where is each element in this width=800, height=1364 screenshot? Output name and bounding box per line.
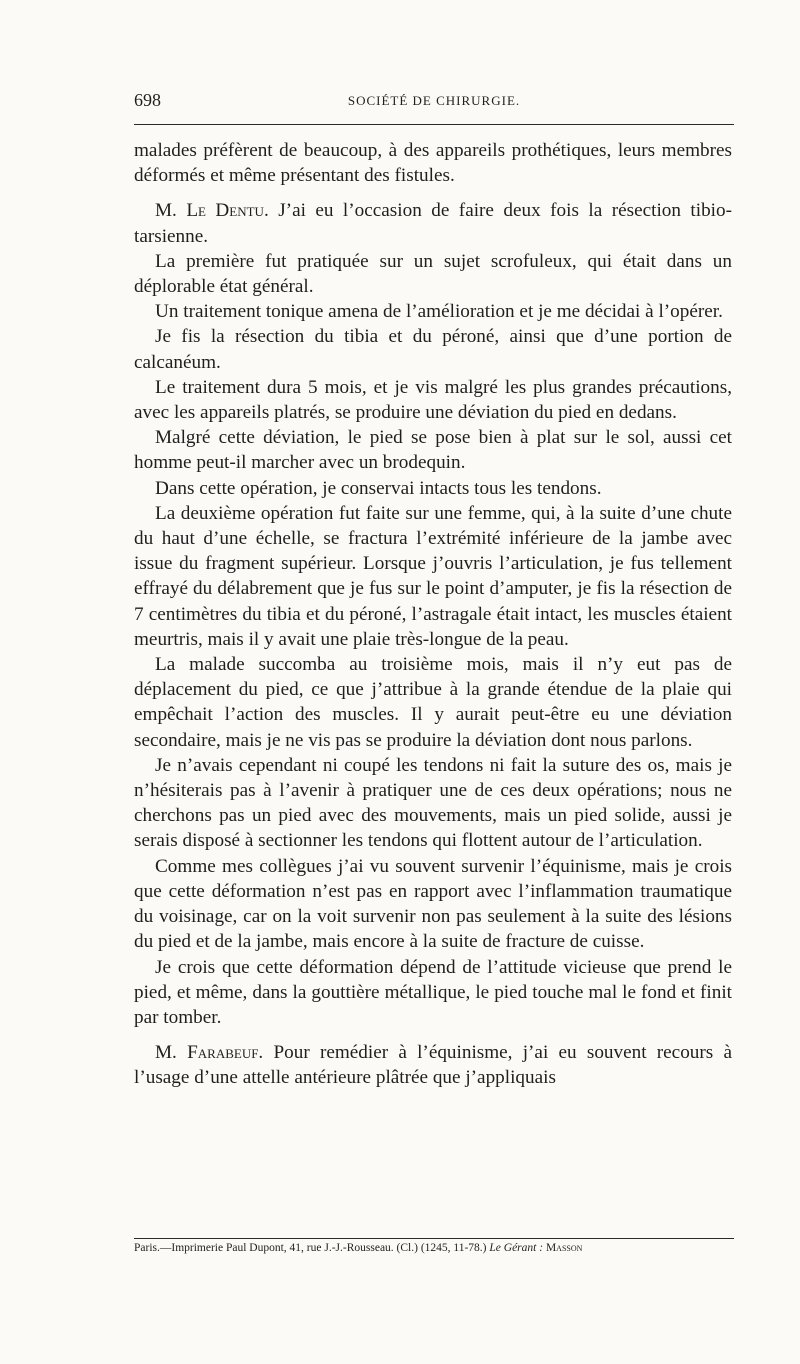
- header-rule: [134, 124, 734, 125]
- running-title: SOCIÉTÉ DE CHIRURGIE.: [347, 93, 521, 108]
- paragraph-text: Je crois que cette déformation dépend de l’attitude vicieuse que prend le pied, et même, dans la gouttière métallique, le pied touche mal le fond et finit par tomber.: [134, 956, 732, 1028]
- paragraph-text: Dans cette opération, je conservai intacts tous les tendons.: [155, 477, 602, 499]
- paragraph: [134, 476, 732, 501]
- speaker-name: M. Le Dentu.: [155, 200, 269, 222]
- publisher-name: Masson: [545, 1242, 583, 1254]
- paragraph-text: J’ai eu l’occasion de faire deux fois la résection tibio-tarsienne.: [134, 200, 732, 247]
- paragraph: [134, 375, 732, 425]
- paragraph: [134, 138, 732, 188]
- paragraph: [134, 854, 732, 955]
- paragraph: [134, 753, 732, 854]
- gerant-label: Le Gérant :: [489, 1242, 544, 1254]
- paragraph: [134, 249, 732, 299]
- paragraph-text: La première fut pratiquée sur un sujet scrofuleux, qui était dans un déplorable état général.: [134, 250, 732, 298]
- imprint-text: Paris.—Imprimerie Paul Dupont, 41, rue J.-J.-Rousseau. (Cl.) (1245, 11-78.): [134, 1242, 487, 1254]
- paragraph-text: Pour remédier à l’équinisme, j’ai eu souvent recours à l’usage d’une attelle antérieure plâtrée que j’appliquais: [134, 1042, 732, 1089]
- paragraph-text: Comme mes collègues j’ai vu souvent survenir l’équinisme, mais je crois que cette déformation n’est pas en rapport avec l’inflammation traumatique du voisinage, car on la voit survenir non pas seulement à la suite des lésions du pied et de la jambe, mais encore à la suite de fracture de cuisse.: [134, 855, 732, 953]
- speaker-name: M. Farabeuf.: [155, 1042, 264, 1064]
- paragraph-text: Un traitement tonique amena de l’amélioration et je me décidai à l’opérer.: [155, 301, 723, 323]
- paragraph-text: La malade succomba au troisième mois, mais il n’y eut pas de déplacement du pied, ce que j’attribue à la grande étendue de la plaie qui empêchait l’action des muscles. Il y aurait peut-être eu une déviation secondaire, mais je ne vis pas se produire la déviation dont nous parlons.: [134, 654, 732, 751]
- paragraph: [134, 324, 732, 374]
- paragraph: [134, 299, 732, 324]
- paragraph: [134, 955, 732, 1031]
- body-text: [134, 138, 732, 1091]
- page-header: [134, 90, 734, 114]
- printer-imprint: [134, 1242, 734, 1254]
- paragraph-text: Je fis la résection du tibia et du péroné, ainsi que d’une portion de calcanéum.: [134, 326, 732, 373]
- paragraph: [134, 501, 732, 652]
- paragraph: [134, 425, 732, 475]
- paragraph: [134, 652, 732, 753]
- footer-rule: [134, 1238, 734, 1239]
- paragraph-text: Malgré cette déviation, le pied se pose bien à plat sur le sol, aussi cet homme peut-il marcher avec un brodequin.: [134, 427, 732, 474]
- page-number: 698: [134, 90, 161, 110]
- paragraph-text: malades préfèrent de beaucoup, à des appareils prothétiques, leurs membres déformés et même présentant des fistules.: [134, 140, 732, 187]
- paragraph: [134, 1040, 732, 1090]
- paragraph-text: Je n’avais cependant ni coupé les tendons ni fait la suture des os, mais je n’hésiterais pas à l’avenir à pratiquer une de ces deux opérations; nous ne cherchons pas un pied avec des mouvements, mais un pied solide, aussi je serais disposé à sectionner les tendons qui flottent autour de l’articulation.: [134, 754, 732, 852]
- paragraph: [134, 198, 732, 248]
- paragraph-text: Le traitement dura 5 mois, et je vis malgré les plus grandes précautions, avec les appareils platrés, se produire une déviation du pied en dedans.: [134, 376, 732, 424]
- paragraph-text: La deuxième opération fut faite sur une femme, qui, à la suite d’une chute du haut d’une échelle, se fractura l’extrémité inférieure de la jambe avec issue du fragment supérieur. Lorsque j’ouvris l’articulation, je fus tellement effrayé du délabrement que je fus sur le point d’amputer, je fis la résection de 7 centimètres du tibia et du péroné, l’astragale était intact, les muscles étaient meurtris, mais il y avait une plaie très-longue de la peau.: [134, 502, 732, 650]
